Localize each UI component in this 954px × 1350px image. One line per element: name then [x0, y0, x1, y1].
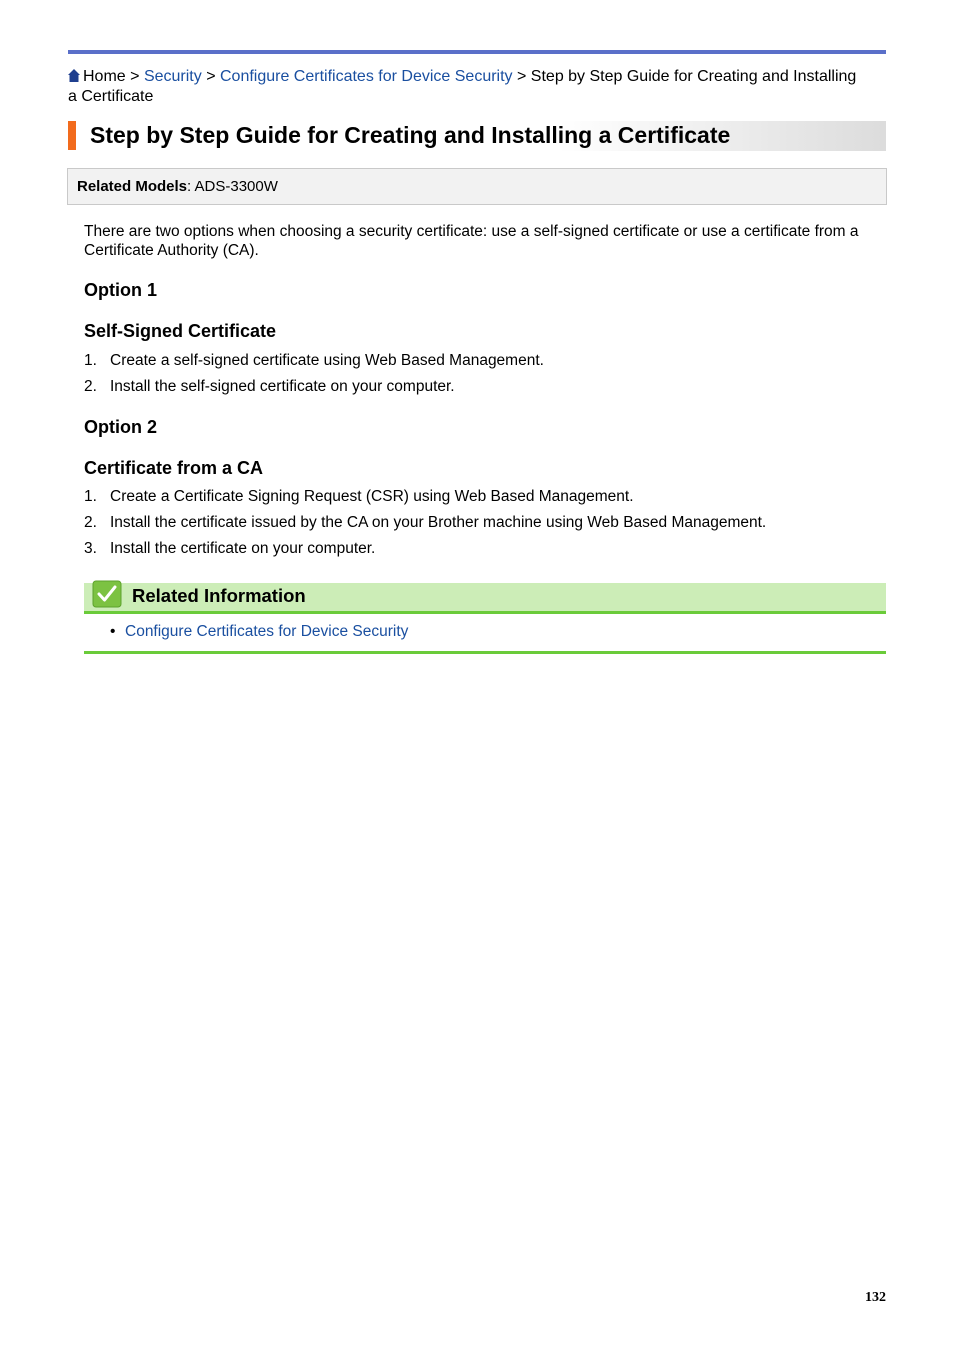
title-accent	[68, 121, 76, 150]
breadcrumb-separator: >	[206, 68, 216, 85]
option1-subheading: Self-Signed Certificate	[84, 321, 277, 341]
list-item: 1. Create a self-signed certificate using Web Based Management.	[84, 352, 544, 369]
breadcrumb-configure-link[interactable]: Configure Certificates for Device Security	[219, 68, 513, 85]
breadcrumb	[68, 67, 868, 107]
option1-steps	[84, 352, 544, 404]
list-item	[110, 622, 408, 641]
breadcrumb-separator: >	[517, 68, 527, 85]
related-models-value: : ADS-3300W	[187, 178, 278, 195]
option2-subheading: Certificate from a CA	[84, 458, 264, 478]
bullet: •	[110, 623, 116, 640]
top-rule	[68, 50, 886, 54]
related-information-title: Related Information	[132, 585, 306, 606]
list-item: 2. Install the certificate issued by the CA on your Brother machine using Web Based Management.	[84, 514, 767, 531]
page-title-bar	[68, 121, 886, 151]
related-information-list	[110, 622, 408, 641]
breadcrumb-separator: >	[130, 68, 140, 85]
breadcrumb-security-link[interactable]: Security	[143, 68, 202, 85]
page-number: 132	[865, 1290, 886, 1305]
list-item: 2. Install the self-signed certificate on your computer.	[84, 378, 455, 395]
page-title: Step by Step Guide for Creating and Installing a Certificate	[90, 122, 731, 148]
option2-heading: Option 2	[84, 417, 157, 437]
option1-heading: Option 1	[84, 280, 157, 300]
breadcrumb-home[interactable]: Home	[83, 68, 126, 85]
list-item: 3. Install the certificate on your computer.	[84, 540, 376, 557]
breadcrumb-current: Step by Step Guide for Creating and Installing a Certificate	[68, 68, 857, 105]
intro-paragraph: There are two options when choosing a security certificate: use a self-signed certificate or use a certificate from a Certificate Authority (CA).	[84, 223, 859, 259]
related-information-header	[84, 583, 886, 614]
list-item: 1. Create a Certificate Signing Request (CSR) using Web Based Management.	[84, 488, 634, 505]
home-icon	[68, 69, 80, 82]
checkmark-icon	[92, 580, 122, 608]
related-link-configure-certificates[interactable]: Configure Certificates for Device Security	[125, 623, 409, 640]
option2-steps	[84, 488, 766, 566]
bottom-rule	[84, 651, 886, 654]
related-models-label: Related Models	[77, 178, 188, 195]
related-models-box	[67, 168, 887, 205]
